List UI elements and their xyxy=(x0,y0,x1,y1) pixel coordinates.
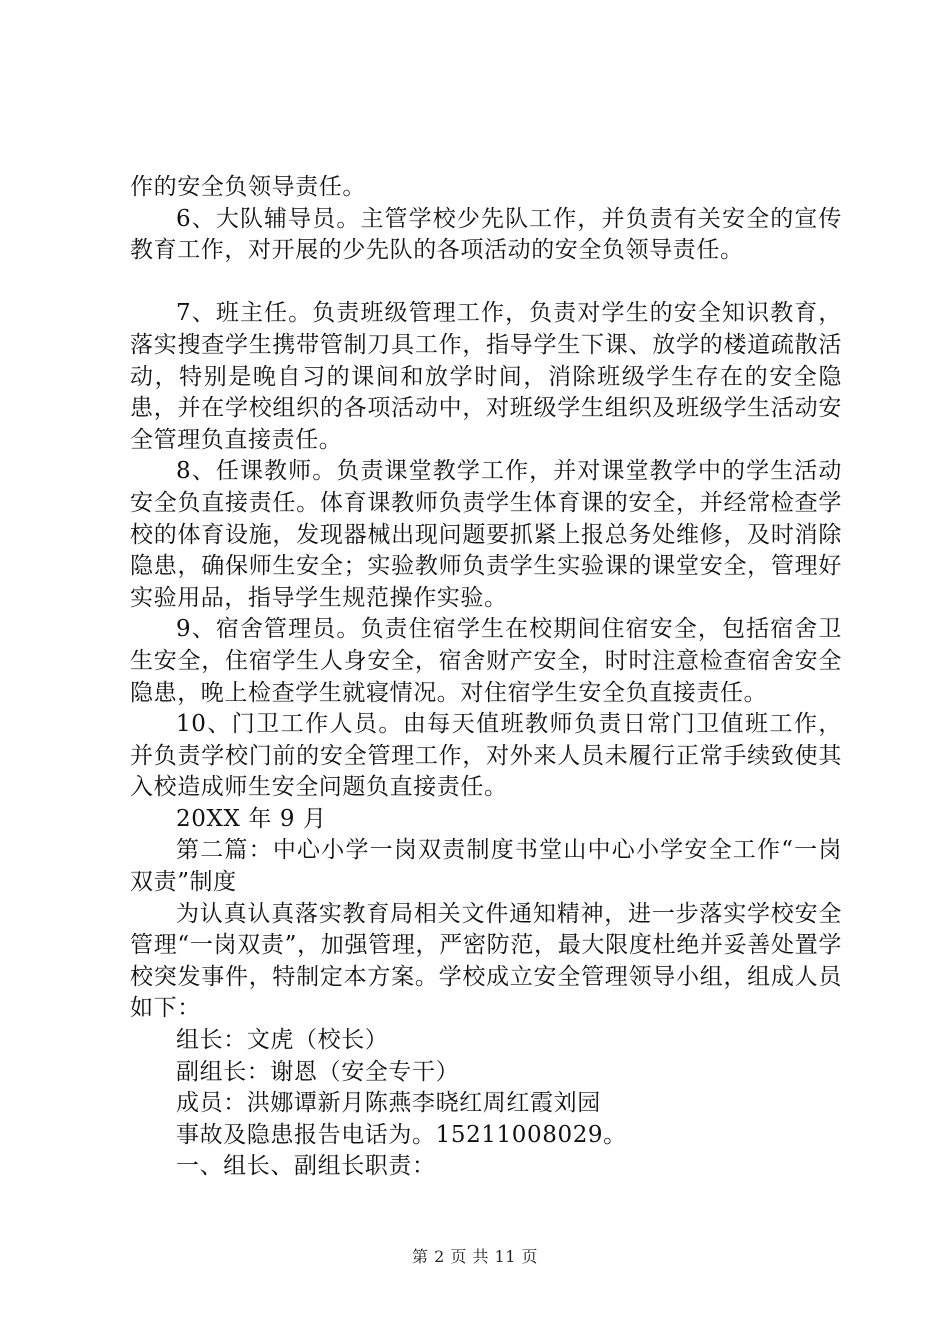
paragraph-members: 成员：洪娜谭新月陈燕李晓红周红霞刘园 xyxy=(176,1090,601,1117)
paragraph-brigade-counselor: 6、大队辅导员。主管学校少先队工作，并负责有关安全的宣传教育工作，对开展的少先队的各项活动的安全负领导责任。 xyxy=(130,205,842,264)
paragraph-deputy-leader: 副组长：谢恩（安全专干） xyxy=(176,1058,460,1085)
document-body xyxy=(130,172,842,1183)
paragraph-duties-heading: 一、组长、副组长职责： xyxy=(176,1153,436,1180)
page-number: 第 2 页 共 11 页 xyxy=(412,1247,538,1266)
paragraph-gate-staff: 10、门卫工作人员。由每天值班教师负责日常门卫值班工作，并负责学校门前的安全管理工作，对外来人员未履行正常手续致使其入校造成师生安全问题负直接责任。 xyxy=(130,711,842,801)
paragraph-report-phone: 事故及隐患报告电话为。15211008029。 xyxy=(176,1121,627,1148)
paragraph-purpose: 为认真认真落实教育局相关文件通知精神，进一步落实学校安全管理“一岗双责”，加强管理，严密防范，最大限度杜绝并妥善处置学校突发事件，特制定本方案。学校成立安全管理领导小组，组成人员如下： xyxy=(130,900,842,1022)
section-heading-part-two: 第二篇：中心小学一岗双责制度书堂山中心小学安全工作“一岗双责”制度 xyxy=(130,837,842,896)
paragraph-continuation: 作的安全负领导责任。 xyxy=(130,174,366,200)
paragraph-dorm-manager: 9、宿舍管理员。负责住宿学生在校期间住宿安全，包括宿舍卫生安全，住宿学生人身安全，宿舍财产安全，时时注意检查宿舍安全隐患，晚上检查学生就寝情况。对住宿学生安全负直接责任。 xyxy=(130,616,842,706)
paragraph-subject-teacher: 8、任课教师。负责课堂教学工作，并对课堂教学中的学生活动安全负直接责任。体育课教师负责学生体育课的安全，并经常检查学校的体育设施，发现器械出现问题要抓紧上报总务处维修，及时消除隐患，确保师生安全；实验教师负责学生实验课的课堂安全，管理好实验用品，指导学生规范操作实验。 xyxy=(130,458,842,611)
paragraph-date: 20XX 年 9 月 xyxy=(176,805,327,832)
paragraph-class-teacher: 7、班主任。负责班级管理工作，负责对学生的安全知识教育，落实搜查学生携带管制刀具工作，指导学生下课、放学的楼道疏散活动，特别是晚自习的课间和放学时间，消除班级学生存在的安全隐患，并在学校组织的各项活动中，对班级学生组织及班级学生活动安全管理负直接责任。 xyxy=(130,300,842,453)
paragraph-group-leader: 组长：文虎（校长） xyxy=(176,1027,389,1054)
